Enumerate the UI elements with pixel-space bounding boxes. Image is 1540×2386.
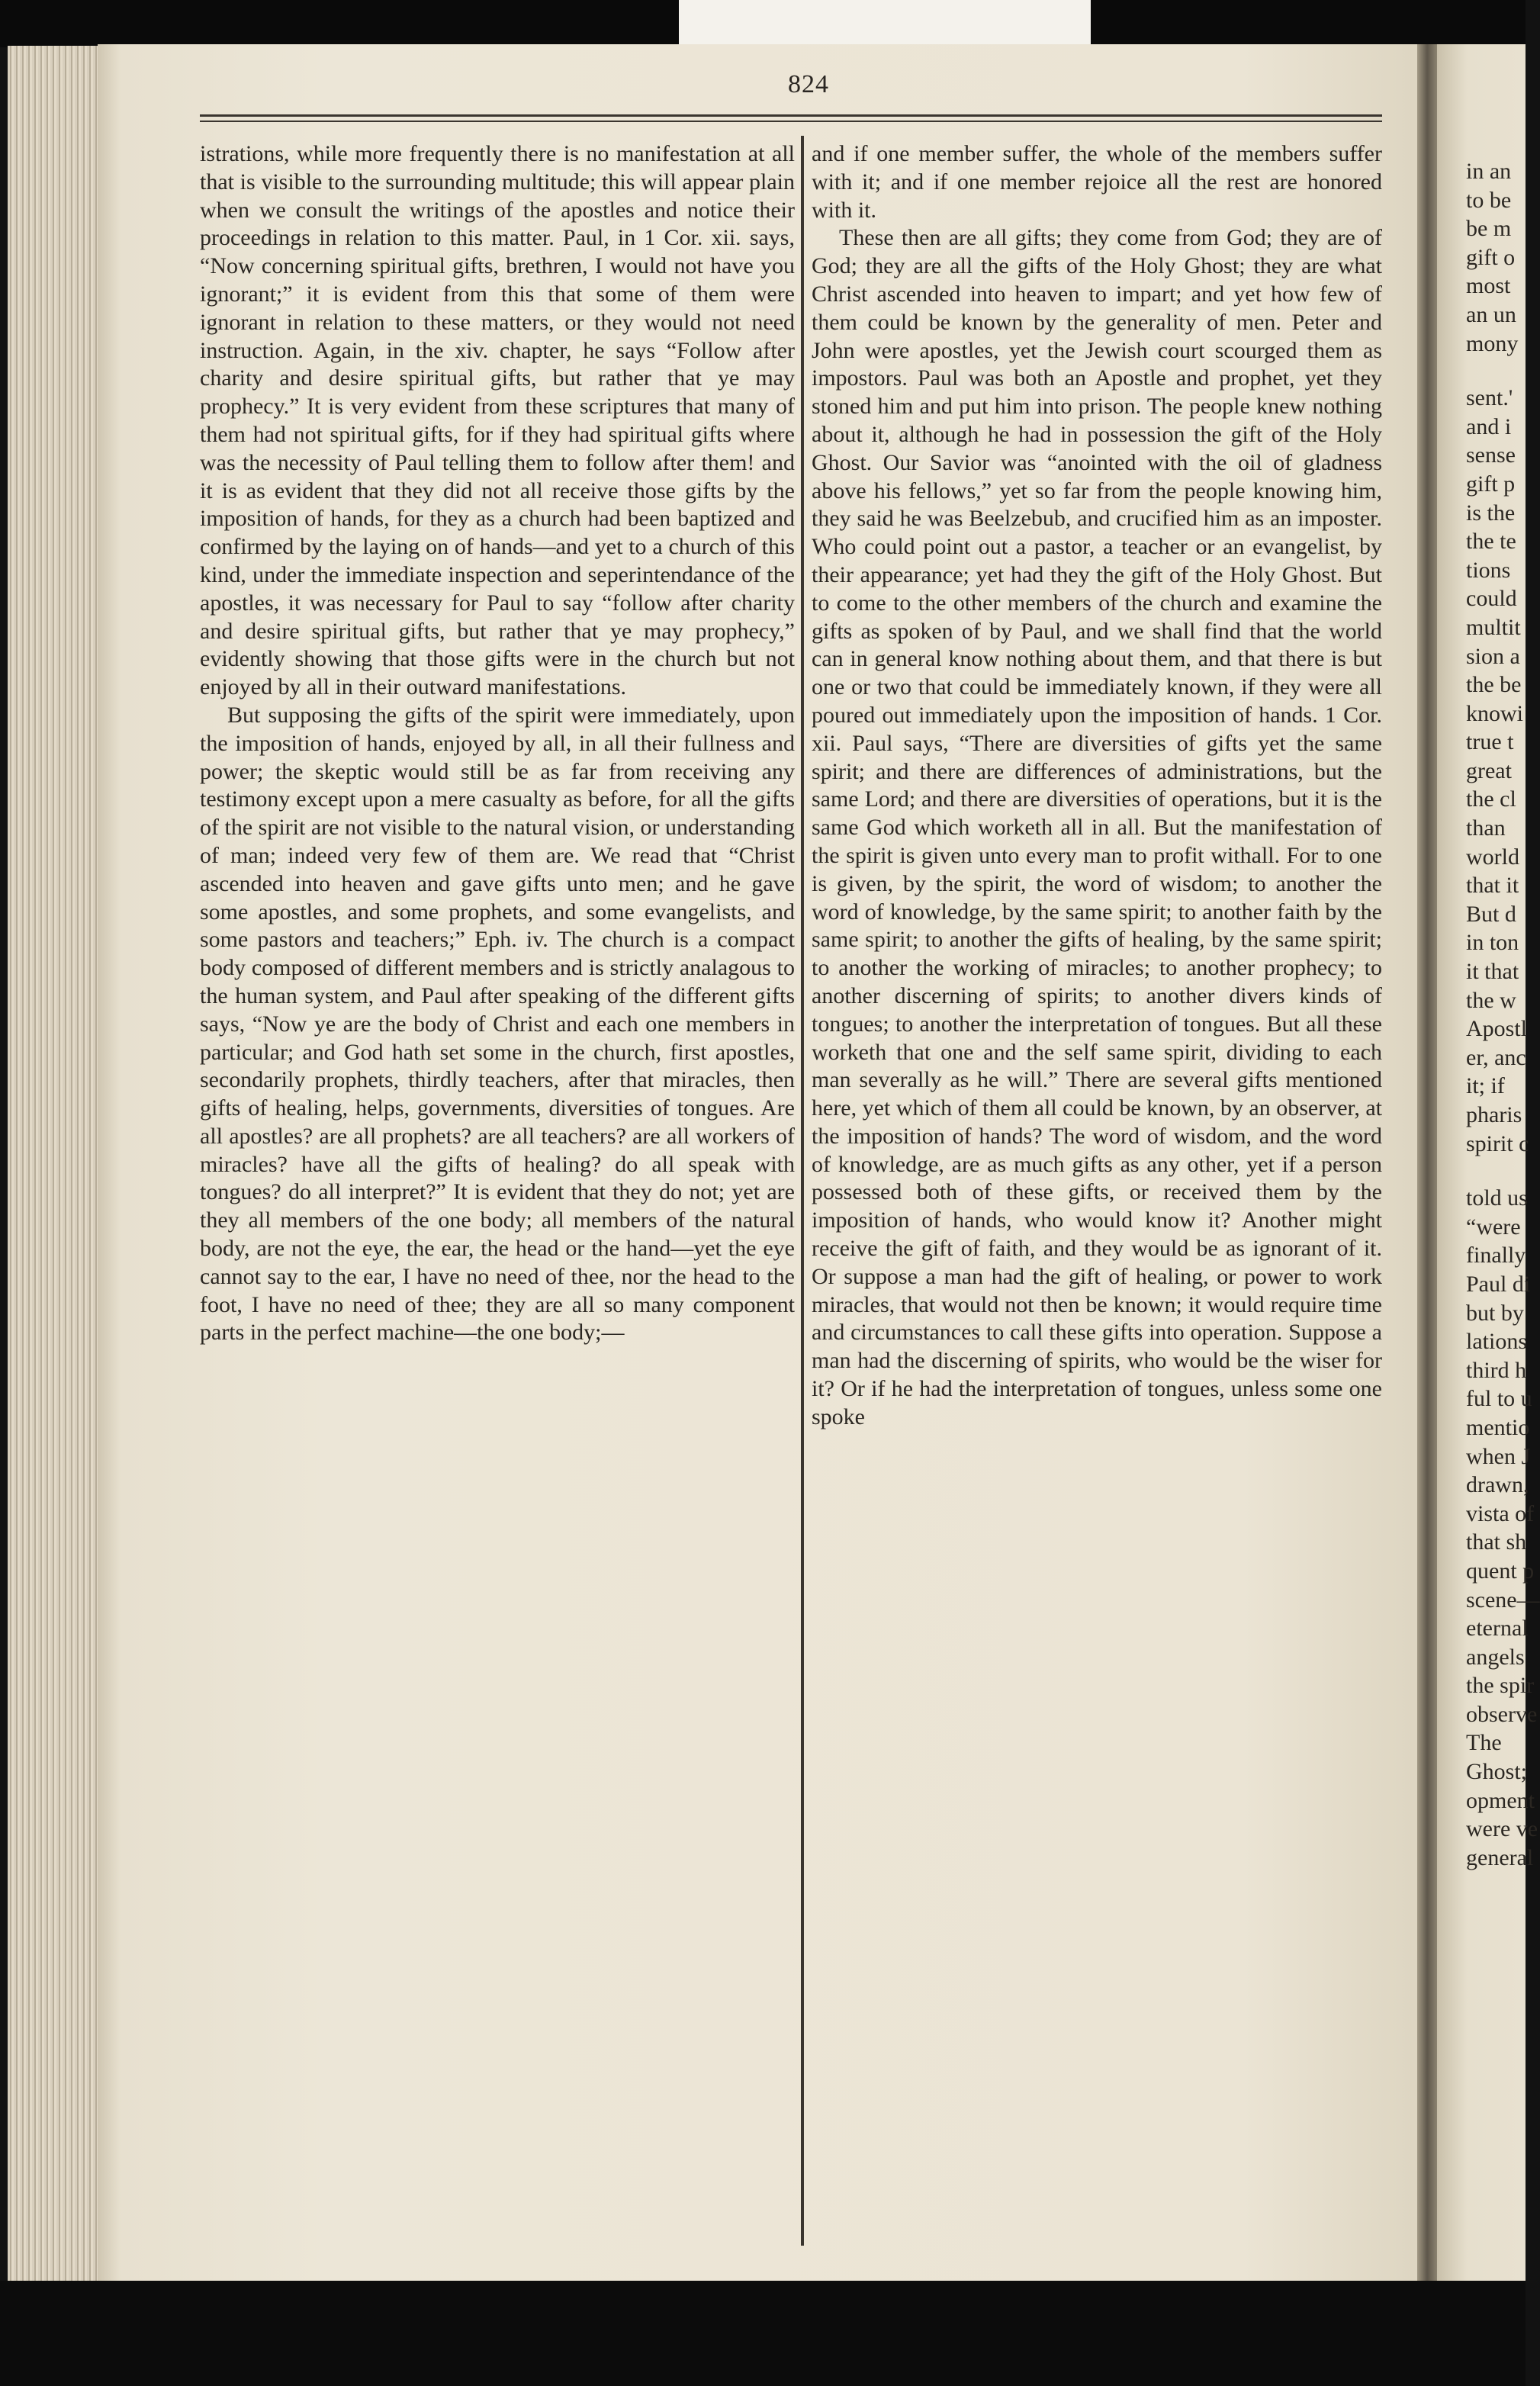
- page-edges: [8, 46, 99, 2281]
- paragraph: istrations, while more frequently there is no manifestation at all that is visible to the surrounding multitude; this will appear plain when we consult the writings of the apostles and notice their proceedings in relation to this matter. Paul, in 1 Cor. xii. says, “Now concerning spiritual gifts, brethren, I would not have you ignorant;” it is evident from this that some of them were ignorant in relation to these matters, or they would not need instruction. Again, in the xiv. chapter, he says “Follow after charity and desire spiritual gifts, but rather that ye may prophecy.” It is very evident from these scriptures that many of them had not spiritual gifts, for if they had spiritual gifts where was the necessity of Paul telling them to follow after them! and it is as evident that they did not all receive those gifts by the imposition of hands, for they as a church had been baptized and confirmed by the laying on of hands—and yet to a church of this kind, under the immediate inspection and seperintendance of the apostles, it was necessary for Paul to say “follow after charity and desire spiritual gifts, but rather that ye may prophecy,” evidently showing that those gifts were in the church but not enjoyed by all in their outward manifestations.: [200, 141, 795, 700]
- page-number: 824: [788, 70, 829, 98]
- fragment-line: general: [1466, 1844, 1534, 1870]
- fragment-line: sent.': [1466, 385, 1513, 411]
- fragment-line: an un: [1466, 301, 1516, 327]
- fragment-line: mentio: [1466, 1414, 1530, 1440]
- top-card: [679, 0, 1091, 44]
- fragment-line: than: [1466, 815, 1506, 841]
- fragment-line: is the: [1466, 500, 1516, 526]
- fragment-line: great: [1466, 757, 1512, 783]
- fragment-line: lations: [1466, 1329, 1527, 1355]
- fragment-line: gift p: [1466, 471, 1516, 497]
- fragment-line: the be: [1466, 672, 1522, 698]
- fragment-line: that sh: [1466, 1529, 1527, 1555]
- fragment-line: finally: [1466, 1243, 1526, 1269]
- fragment-line: eternal: [1466, 1616, 1529, 1642]
- fragment-line: ful to u: [1466, 1386, 1532, 1412]
- middle-column: [812, 140, 1382, 1432]
- fragment-line: observe: [1466, 1701, 1538, 1727]
- header-rule: [200, 114, 1382, 117]
- fragment-line: angels: [1466, 1644, 1525, 1670]
- fragment-line: be m: [1466, 216, 1512, 242]
- fragment-line: when J: [1466, 1443, 1531, 1469]
- fragment-line: most: [1466, 273, 1511, 299]
- paragraph: and if one member suffer, the whole of the members suffer with it; and if one member rejoice all the rest are honored with it.: [812, 141, 1382, 223]
- fragment-line: the spir: [1466, 1673, 1535, 1699]
- fragment-line: in ton: [1466, 930, 1519, 956]
- fragment-line: told us: [1466, 1185, 1528, 1211]
- fragment-line: opment: [1466, 1787, 1535, 1813]
- fragment-line: it that: [1466, 959, 1519, 985]
- fragment-line: the w: [1466, 987, 1516, 1013]
- fragment-line: to be: [1466, 187, 1512, 213]
- fragment-line: Ghost;: [1466, 1759, 1528, 1785]
- fragment-line: pharis: [1466, 1102, 1522, 1127]
- facing-page-fragments: [1466, 157, 1540, 1872]
- paragraph: But supposing the gifts of the spirit were immediately, upon the imposition of hands, enjoyed by all, in all their fullness and power; the skeptic would still be as far from receiving any testimony except upon a mere casualty as before, for all the gifts of the spirit are not visible to the natural vision, or understanding of man; indeed very few of them are. We read that “Christ ascended into heaven and gave gifts unto men; and he gave some apostles, and some prophets, and some evangelists, and some pastors and teachers;” Eph. iv. The church is a compact body composed of different members and is strictly analagous to the human system, and Paul after speaking of the different gifts says, “Now ye are the body of Christ and each one members in particular; and God hath set some in the church, first apostles, secondarily prophets, thirdly teachers, after that miracles, then gifts of healing, helps, governments, diversities of tongues. Are all apostles? are all prophets? are all teachers? are all workers of miracles? have all the gifts of healing? do all speak with tongues? do all interpret?” It is evident that they do not; yet are they all members of the one body; all members of the natural body, are not the eye, the ear, the head or the hand—yet the eye cannot say to the ear, I have no need of thee, nor the head to the foot, I have no need of thee; they are all so many component parts in the perfect machine—the one body;—: [200, 702, 795, 1346]
- fragment-line: could: [1466, 586, 1517, 612]
- fragment-line: knowi: [1466, 700, 1523, 726]
- fragment-line: “were: [1466, 1214, 1521, 1240]
- fragment-line: the te: [1466, 529, 1516, 555]
- fragment-line: drawn,: [1466, 1472, 1529, 1498]
- fragment-line: scene—: [1466, 1587, 1540, 1613]
- fragment-line: quent p: [1466, 1558, 1535, 1584]
- fragment-line: vista of: [1466, 1500, 1535, 1526]
- column-rule: [801, 136, 804, 2246]
- fragment-line: it; if: [1466, 1073, 1505, 1099]
- fragment-line: sense: [1466, 442, 1516, 468]
- bottom-shadow: [0, 2281, 1526, 2386]
- left-column: [200, 140, 795, 1347]
- fragment-line: but by: [1466, 1300, 1524, 1326]
- fragment-line: er, anc: [1466, 1044, 1526, 1070]
- fragment-line: third h: [1466, 1357, 1527, 1383]
- fragment-line: the cl: [1466, 786, 1516, 812]
- book-gutter: [1417, 44, 1437, 2281]
- fragment-line: tions: [1466, 557, 1511, 583]
- fragment-line: The: [1466, 1730, 1502, 1756]
- fragment-line: Paul di: [1466, 1271, 1531, 1297]
- fragment-line: multit: [1466, 614, 1521, 640]
- fragment-line: and i: [1466, 413, 1512, 439]
- fragment-line: true t: [1466, 729, 1514, 755]
- fragment-line: But d: [1466, 901, 1516, 927]
- fragment-line: were ve: [1466, 1816, 1538, 1842]
- fragment-line: that it: [1466, 873, 1519, 899]
- paragraph: These then are all gifts; they come from God; they are of God; they are all the gifts of the Holy Ghost; they are what Christ ascended into heaven to impart; and yet how few of them could be known by the generality of men. Peter and John were apostles, yet the Jewish court scourged them as impostors. Paul was both an Apostle and prophet, yet they stoned him and put him into prison. The people knew nothing about it, although he had in possession the gift of the Holy Ghost. Our Savior was “anointed with the oil of gladness above his fellows,” yet so far from the people knowing him, they said he was Beelzebub, and crucified him as an imposter. Who could point out a pastor, a teacher or an evangelist, by their appearance; yet had they the gift of the Holy Ghost. But to come to the other members of the church and examine the gifts as spoken of by Paul, and we shall find that the world can in general know nothing about them, and that there is but one or two that could be immediately known, if they were all poured out immediately upon the imposition of hands. 1 Cor. xii. Paul says, “There are diversities of gifts yet the same spirit; and there are differences of administrations, but the same Lord; and there are diversities of operations, but it is the same God which worketh all in all. But the manifestation of the spirit is given unto every man to profit withall. For to one is given, by the spirit, the word of wisdom; to another the word of knowledge, by the same spirit; to another faith by the same spirit; to another the gifts of healing, by the same spirit; to another the working of miracles; to another prophecy; to another discerning of spirits; to another divers kinds of tongues; to another the interpretation of tongues. But all these worketh that one and the self same spirit, dividing to each man severally as he will.” There are several gifts mentioned here, yet which of them all could be known, by an observer, at the imposition of hands? The word of wisdom, and the word of knowledge, are as much gifts as any other, yet if a person possessed both of these gifts, or received them by the imposition of hands, who would know it? Another might receive the gift of faith, and they would be as ignorant of it. Or suppose a man had the gift of healing, or power to work miracles, that would not then be known; it would require time and circumstances to call these gifts into operation. Suppose a man had the discerning of spirits, who would be the wiser for it? Or if he had the interpretation of tongues, unless some one spoke: [812, 225, 1382, 1429]
- fragment-line: gift o: [1466, 244, 1516, 270]
- fragment-line: spirit c: [1466, 1130, 1529, 1156]
- header-rule-thin: [200, 121, 1382, 122]
- fragment-line: mony: [1466, 330, 1519, 356]
- fragment-line: Apostl: [1466, 1016, 1528, 1042]
- fragment-line: sion a: [1466, 643, 1520, 669]
- fragment-line: in an: [1466, 159, 1512, 184]
- fragment-line: world: [1466, 844, 1519, 870]
